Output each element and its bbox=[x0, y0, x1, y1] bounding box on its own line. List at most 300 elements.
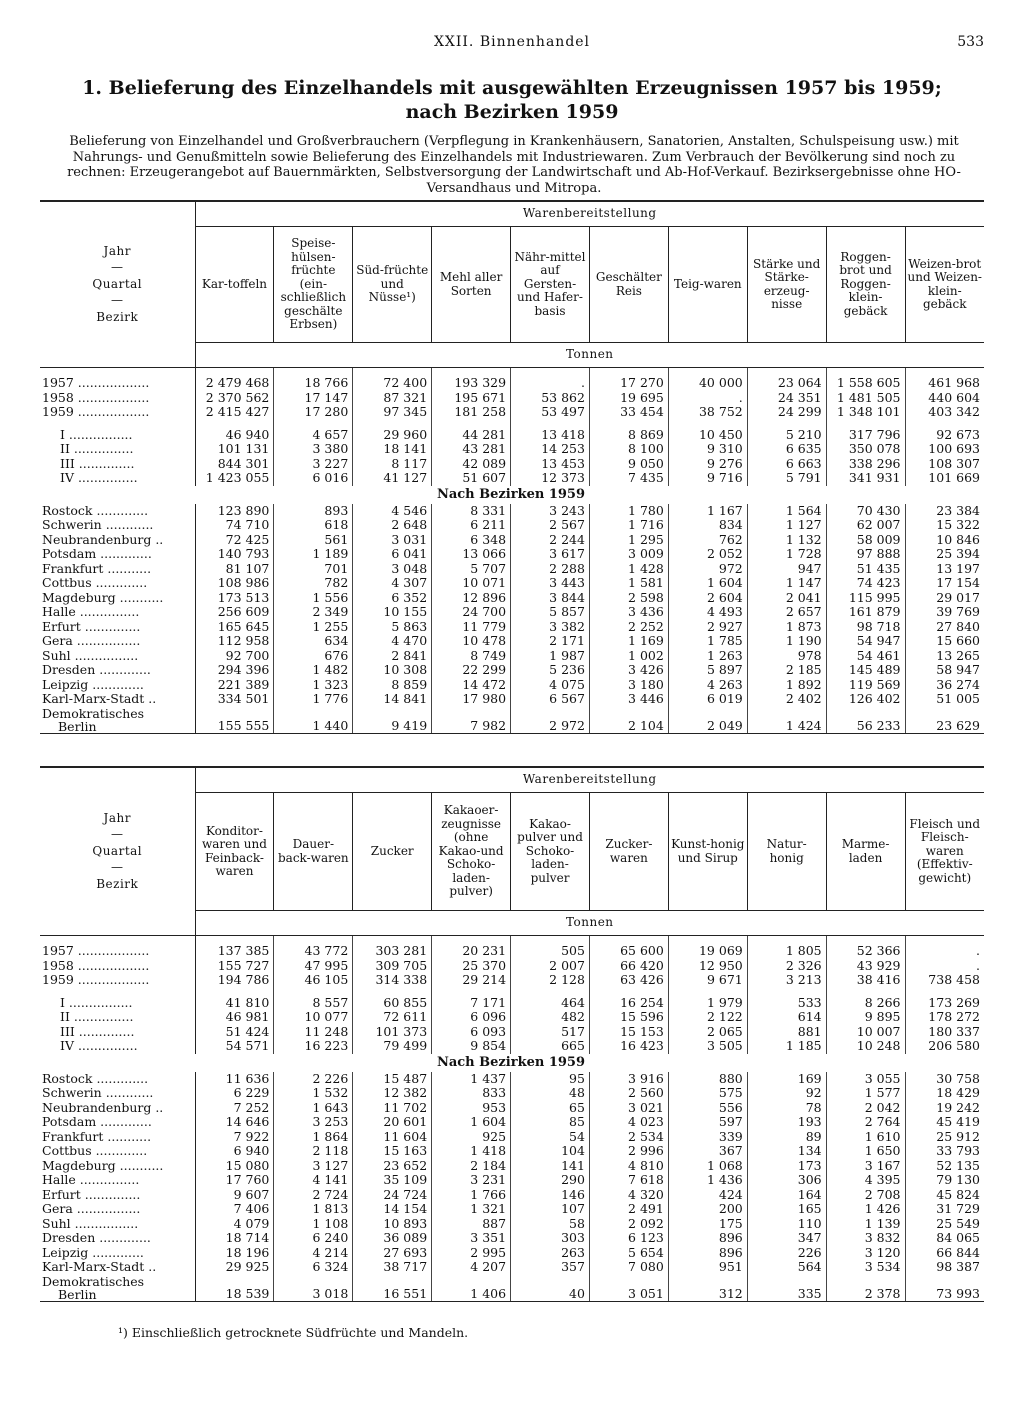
cell-value: 1 423 055 bbox=[195, 471, 274, 486]
cell-value: 339 bbox=[668, 1130, 747, 1145]
cell-value: 341 931 bbox=[826, 471, 905, 486]
cell-value: 6 663 bbox=[747, 457, 826, 472]
cell-value: 48 bbox=[511, 1086, 590, 1101]
column-header: Fleisch und Fleisch-waren (Effektiv-gewicht) bbox=[905, 793, 984, 911]
cell-value: 98 718 bbox=[826, 620, 905, 635]
cell-value: 2 402 bbox=[747, 692, 826, 707]
row-label: Frankfurt ........... bbox=[40, 562, 195, 577]
cell-value: 8 749 bbox=[432, 649, 511, 664]
cell-value: 1 436 bbox=[668, 1173, 747, 1188]
cell-value: 2 995 bbox=[432, 1246, 511, 1261]
cell-value: 2 052 bbox=[668, 547, 747, 562]
cell-value: 1 564 bbox=[747, 504, 826, 519]
cell-value: 200 bbox=[668, 1202, 747, 1217]
cell-value: 42 089 bbox=[432, 457, 511, 472]
cell-value: 51 424 bbox=[195, 1025, 274, 1040]
table-row bbox=[40, 1025, 984, 1040]
cell-value: 2 171 bbox=[511, 634, 590, 649]
cell-value: 78 bbox=[747, 1101, 826, 1116]
column-header: Nähr-mittel auf Gersten-und Hafer-basis bbox=[511, 227, 590, 343]
cell-value: 10 450 bbox=[668, 428, 747, 443]
cell-value: 597 bbox=[668, 1115, 747, 1130]
row-label: I ................ bbox=[40, 996, 195, 1011]
cell-value: 14 472 bbox=[432, 678, 511, 693]
cell-value: 2 534 bbox=[589, 1130, 668, 1145]
cell-value: 155 727 bbox=[195, 959, 274, 974]
cell-value: 165 bbox=[747, 1202, 826, 1217]
cell-value: 1 581 bbox=[589, 576, 668, 591]
cell-value: 10 846 bbox=[905, 533, 984, 548]
column-header: Kunst-honig und Sirup bbox=[668, 793, 747, 911]
cell-value: 1 892 bbox=[747, 678, 826, 693]
row-label: Dresden ............. bbox=[40, 663, 195, 678]
cell-value: 54 947 bbox=[826, 634, 905, 649]
cell-value: 1 167 bbox=[668, 504, 747, 519]
cell-value: 1 716 bbox=[589, 518, 668, 533]
cell-value: 3 009 bbox=[589, 547, 668, 562]
footnote: ¹) Einschließlich getrocknete Südfrüchte und Mandeln. bbox=[118, 1325, 469, 1340]
column-header: Teig-waren bbox=[668, 227, 747, 343]
column-header: Mehl aller Sorten bbox=[432, 227, 511, 343]
cell-value: 6 093 bbox=[432, 1025, 511, 1040]
cell-value: 11 604 bbox=[353, 1130, 432, 1145]
cell-value: 4 307 bbox=[353, 576, 432, 591]
cell-value: 107 bbox=[511, 1202, 590, 1217]
cell-value: 701 bbox=[274, 562, 353, 577]
cell-value: 54 bbox=[511, 1130, 590, 1145]
cell-value: 2 598 bbox=[589, 591, 668, 606]
cell-value: 145 489 bbox=[826, 663, 905, 678]
table-row bbox=[40, 1246, 984, 1261]
cell-value: 2 185 bbox=[747, 663, 826, 678]
cell-value: 41 810 bbox=[195, 996, 274, 1011]
cell-value: 2 184 bbox=[432, 1159, 511, 1174]
cell-value: 31 729 bbox=[905, 1202, 984, 1217]
cell-value: 23 384 bbox=[905, 504, 984, 519]
cell-value: 17 147 bbox=[274, 391, 353, 406]
cell-value: 6 352 bbox=[353, 591, 432, 606]
cell-value: 43 281 bbox=[432, 442, 511, 457]
cell-value: 193 bbox=[747, 1115, 826, 1130]
cell-value: 618 bbox=[274, 518, 353, 533]
cell-value: 1 864 bbox=[274, 1130, 353, 1145]
chapter-title: XXII. Binnenhandel bbox=[433, 34, 591, 50]
cell-value: 40 bbox=[511, 1275, 590, 1302]
cell-value: 3 055 bbox=[826, 1072, 905, 1087]
cell-value: 72 400 bbox=[353, 376, 432, 391]
table-row bbox=[40, 428, 984, 443]
row-label: Halle ............... bbox=[40, 605, 195, 620]
cell-value: 126 402 bbox=[826, 692, 905, 707]
cell-value: 3 380 bbox=[274, 442, 353, 457]
row-label: Neubrandenburg .. bbox=[40, 533, 195, 548]
row-label: Schwerin ............ bbox=[40, 518, 195, 533]
row-label: Erfurt .............. bbox=[40, 620, 195, 635]
cell-value: 54 571 bbox=[195, 1039, 274, 1054]
table-row bbox=[40, 533, 984, 548]
cell-value: 41 127 bbox=[353, 471, 432, 486]
column-header: Zucker bbox=[353, 793, 432, 911]
table-row bbox=[40, 973, 984, 988]
cell-value: 181 258 bbox=[432, 405, 511, 420]
cell-value: 1 650 bbox=[826, 1144, 905, 1159]
cell-value: 2 118 bbox=[274, 1144, 353, 1159]
cell-value: 146 bbox=[511, 1188, 590, 1203]
cell-value: 46 981 bbox=[195, 1010, 274, 1025]
cell-value: 6 567 bbox=[511, 692, 590, 707]
cell-value: 2 349 bbox=[274, 605, 353, 620]
cell-value: 844 301 bbox=[195, 457, 274, 472]
cell-value: 3 443 bbox=[511, 576, 590, 591]
cell-value: 3 018 bbox=[274, 1275, 353, 1302]
cell-value: 3 127 bbox=[274, 1159, 353, 1174]
cell-value: 2 972 bbox=[511, 707, 590, 734]
cell-value: 3 167 bbox=[826, 1159, 905, 1174]
cell-value: 8 869 bbox=[589, 428, 668, 443]
cell-value: 33 454 bbox=[589, 405, 668, 420]
cell-value: 2 065 bbox=[668, 1025, 747, 1040]
cell-value: 312 bbox=[668, 1275, 747, 1302]
cell-value: 58 947 bbox=[905, 663, 984, 678]
table-row bbox=[40, 1159, 984, 1174]
cell-value: 38 752 bbox=[668, 405, 747, 420]
cell-value: 12 373 bbox=[511, 471, 590, 486]
cell-value: 12 950 bbox=[668, 959, 747, 974]
row-label: 1957 .................. bbox=[40, 944, 195, 959]
cell-value: 173 513 bbox=[195, 591, 274, 606]
cell-value: 24 351 bbox=[747, 391, 826, 406]
cell-value: 20 601 bbox=[353, 1115, 432, 1130]
cell-value: 1 604 bbox=[432, 1115, 511, 1130]
row-label: Leipzig ............. bbox=[40, 678, 195, 693]
cell-value: 51 435 bbox=[826, 562, 905, 577]
cell-value: 925 bbox=[432, 1130, 511, 1145]
cell-value: 1 169 bbox=[589, 634, 668, 649]
cell-value: 8 100 bbox=[589, 442, 668, 457]
column-header: Konditor-waren und Feinback-waren bbox=[195, 793, 274, 911]
cell-value: 1 147 bbox=[747, 576, 826, 591]
cell-value: 11 702 bbox=[353, 1101, 432, 1116]
cell-value: 1 185 bbox=[747, 1039, 826, 1054]
cell-value: 1 437 bbox=[432, 1072, 511, 1087]
cell-value: 10 007 bbox=[826, 1025, 905, 1040]
cell-value: 43 772 bbox=[274, 944, 353, 959]
table-row bbox=[40, 678, 984, 693]
cell-value: 25 370 bbox=[432, 959, 511, 974]
cell-value: 350 078 bbox=[826, 442, 905, 457]
cell-value: 81 107 bbox=[195, 562, 274, 577]
column-header: Kar-toffeln bbox=[195, 227, 274, 343]
row-label: Halle ............... bbox=[40, 1173, 195, 1188]
cell-value: 1 068 bbox=[668, 1159, 747, 1174]
cell-value: 18 141 bbox=[353, 442, 432, 457]
cell-value: 357 bbox=[511, 1260, 590, 1275]
row-label: 1959 .................. bbox=[40, 405, 195, 420]
stub-header bbox=[40, 201, 195, 368]
cell-value: 15 080 bbox=[195, 1159, 274, 1174]
cell-value: 15 487 bbox=[353, 1072, 432, 1087]
table-food-products-1 bbox=[40, 200, 984, 734]
table-row bbox=[40, 605, 984, 620]
cell-value: 137 385 bbox=[195, 944, 274, 959]
cell-value: 2 567 bbox=[511, 518, 590, 533]
cell-value: 4 546 bbox=[353, 504, 432, 519]
table-row bbox=[40, 663, 984, 678]
cell-value: 98 387 bbox=[905, 1260, 984, 1275]
cell-value: 2 724 bbox=[274, 1188, 353, 1203]
cell-value: 1 532 bbox=[274, 1086, 353, 1101]
cell-value: 4 207 bbox=[432, 1260, 511, 1275]
table-row bbox=[40, 391, 984, 406]
cell-value: 953 bbox=[432, 1101, 511, 1116]
cell-value: 18 714 bbox=[195, 1231, 274, 1246]
table-row bbox=[40, 562, 984, 577]
cell-value: 7 982 bbox=[432, 707, 511, 734]
cell-value: 2 604 bbox=[668, 591, 747, 606]
cell-value: 972 bbox=[668, 562, 747, 577]
cell-value: 2 378 bbox=[826, 1275, 905, 1302]
cell-value: 3 832 bbox=[826, 1231, 905, 1246]
cell-value: 62 007 bbox=[826, 518, 905, 533]
cell-value: 66 844 bbox=[905, 1246, 984, 1261]
cell-value: 309 705 bbox=[353, 959, 432, 974]
cell-value: 6 348 bbox=[432, 533, 511, 548]
cell-value: 306 bbox=[747, 1173, 826, 1188]
cell-value: 16 551 bbox=[353, 1275, 432, 1302]
cell-value: 12 896 bbox=[432, 591, 511, 606]
cell-value: 51 607 bbox=[432, 471, 511, 486]
cell-value: 2 244 bbox=[511, 533, 590, 548]
cell-value: 15 153 bbox=[589, 1025, 668, 1040]
cell-value: 89 bbox=[747, 1130, 826, 1145]
cell-value: 8 331 bbox=[432, 504, 511, 519]
cell-value: 2 252 bbox=[589, 620, 668, 635]
cell-value: 141 bbox=[511, 1159, 590, 1174]
cell-value: . bbox=[511, 376, 590, 391]
row-label: Magdeburg ........... bbox=[40, 591, 195, 606]
cell-value: 108 986 bbox=[195, 576, 274, 591]
cell-value: 2 326 bbox=[747, 959, 826, 974]
row-label: 1958 .................. bbox=[40, 959, 195, 974]
table-row bbox=[40, 576, 984, 591]
cell-value: 5 707 bbox=[432, 562, 511, 577]
cell-value: 10 248 bbox=[826, 1039, 905, 1054]
cell-value: 896 bbox=[668, 1246, 747, 1261]
row-label: Potsdam ............. bbox=[40, 1115, 195, 1130]
cell-value: 7 406 bbox=[195, 1202, 274, 1217]
cell-value: 161 879 bbox=[826, 605, 905, 620]
cell-value: 1 348 101 bbox=[826, 405, 905, 420]
column-header: Weizen-brot und Weizen-klein-gebäck bbox=[905, 227, 984, 343]
table-row bbox=[40, 1010, 984, 1025]
cell-value: 1 610 bbox=[826, 1130, 905, 1145]
page-number: 533 bbox=[957, 34, 984, 50]
cell-value: 4 141 bbox=[274, 1173, 353, 1188]
cell-value: 8 557 bbox=[274, 996, 353, 1011]
cell-value: 978 bbox=[747, 649, 826, 664]
cell-value: 17 270 bbox=[589, 376, 668, 391]
cell-value: 15 596 bbox=[589, 1010, 668, 1025]
cell-value: 335 bbox=[747, 1275, 826, 1302]
cell-value: 206 580 bbox=[905, 1039, 984, 1054]
table-row bbox=[40, 1260, 984, 1275]
cell-value: 23 629 bbox=[905, 707, 984, 734]
cell-value: 6 016 bbox=[274, 471, 353, 486]
row-label: Cottbus ............. bbox=[40, 1144, 195, 1159]
section-label: Nach Bezirken 1959 bbox=[436, 486, 586, 502]
cell-value: 52 135 bbox=[905, 1159, 984, 1174]
cell-value: 14 646 bbox=[195, 1115, 274, 1130]
row-label: II ............... bbox=[40, 442, 195, 457]
cell-value: 3 213 bbox=[747, 973, 826, 988]
cell-value: 482 bbox=[511, 1010, 590, 1025]
cell-value: 72 425 bbox=[195, 533, 274, 548]
row-label: Magdeburg ........... bbox=[40, 1159, 195, 1174]
row-label: Schwerin ............ bbox=[40, 1086, 195, 1101]
cell-value: 36 274 bbox=[905, 678, 984, 693]
cell-value: 13 066 bbox=[432, 547, 511, 562]
cell-value: 13 453 bbox=[511, 457, 590, 472]
cell-value: 1 482 bbox=[274, 663, 353, 678]
cell-value: 73 993 bbox=[905, 1275, 984, 1302]
column-header: Kakao-pulver und Schoko-laden-pulver bbox=[511, 793, 590, 911]
table-row bbox=[40, 996, 984, 1011]
cell-value: 1 263 bbox=[668, 649, 747, 664]
cell-value: 16 223 bbox=[274, 1039, 353, 1054]
cell-value: 1 406 bbox=[432, 1275, 511, 1302]
cell-value: 575 bbox=[668, 1086, 747, 1101]
cell-value: 70 430 bbox=[826, 504, 905, 519]
table-row bbox=[40, 547, 984, 562]
cell-value: 1 979 bbox=[668, 996, 747, 1011]
cell-value: 178 272 bbox=[905, 1010, 984, 1025]
cell-value: 8 266 bbox=[826, 996, 905, 1011]
unit-label: Tonnen bbox=[195, 911, 984, 936]
cell-value: 634 bbox=[274, 634, 353, 649]
cell-value: 3 436 bbox=[589, 605, 668, 620]
cell-value: 51 005 bbox=[905, 692, 984, 707]
cell-value: 9 310 bbox=[668, 442, 747, 457]
cell-value: 1 418 bbox=[432, 1144, 511, 1159]
cell-value: 2 042 bbox=[826, 1101, 905, 1116]
row-label: II ............... bbox=[40, 1010, 195, 1025]
cell-value: 1 766 bbox=[432, 1188, 511, 1203]
cell-value: 8 117 bbox=[353, 457, 432, 472]
table-row bbox=[40, 1144, 984, 1159]
cell-value: 38 416 bbox=[826, 973, 905, 988]
cell-value: 29 960 bbox=[353, 428, 432, 443]
cell-value: 7 171 bbox=[432, 996, 511, 1011]
cell-value: 72 611 bbox=[353, 1010, 432, 1025]
stub-header-l2: Quartal bbox=[92, 276, 143, 291]
table-row bbox=[40, 1173, 984, 1188]
cell-value: 424 bbox=[668, 1188, 747, 1203]
cell-value: 2 104 bbox=[589, 707, 668, 734]
row-label: Neubrandenburg .. bbox=[40, 1101, 195, 1116]
cell-value: 3 231 bbox=[432, 1173, 511, 1188]
cell-value: 3 534 bbox=[826, 1260, 905, 1275]
cell-value: 23 064 bbox=[747, 376, 826, 391]
cell-value: 3 031 bbox=[353, 533, 432, 548]
row-label: Demokratisches Berlin bbox=[40, 1275, 195, 1302]
cell-value: 3 243 bbox=[511, 504, 590, 519]
cell-value: 2 841 bbox=[353, 649, 432, 664]
cell-value: 5 210 bbox=[747, 428, 826, 443]
table-row bbox=[40, 1115, 984, 1130]
title-line-2: nach Bezirken 1959 bbox=[405, 101, 619, 123]
row-label: Karl-Marx-Stadt .. bbox=[40, 1260, 195, 1275]
table-row bbox=[40, 405, 984, 420]
cell-value: 27 693 bbox=[353, 1246, 432, 1261]
cell-value: 2 927 bbox=[668, 620, 747, 635]
row-label: 1959 .................. bbox=[40, 973, 195, 988]
cell-value: 4 657 bbox=[274, 428, 353, 443]
cell-value: 60 855 bbox=[353, 996, 432, 1011]
cell-value: 1 643 bbox=[274, 1101, 353, 1116]
cell-value: 3 382 bbox=[511, 620, 590, 635]
cell-value: 347 bbox=[747, 1231, 826, 1246]
cell-value: 39 769 bbox=[905, 605, 984, 620]
unit-label: Tonnen bbox=[195, 343, 984, 368]
cell-value: 1 002 bbox=[589, 649, 668, 664]
cell-value: 84 065 bbox=[905, 1231, 984, 1246]
cell-value: 11 636 bbox=[195, 1072, 274, 1087]
cell-value: 13 197 bbox=[905, 562, 984, 577]
table-row bbox=[40, 504, 984, 519]
stub-header bbox=[40, 767, 195, 936]
cell-value: 164 bbox=[747, 1188, 826, 1203]
cell-value: 8 859 bbox=[353, 678, 432, 693]
cell-value: 614 bbox=[747, 1010, 826, 1025]
cell-value: 1 604 bbox=[668, 576, 747, 591]
cell-value: 4 493 bbox=[668, 605, 747, 620]
column-header: Kakaoer-zeugnisse (ohne Kakao-und Schoko-laden-pulver) bbox=[432, 793, 511, 911]
cell-value: 16 254 bbox=[589, 996, 668, 1011]
cell-value: 9 716 bbox=[668, 471, 747, 486]
row-label: Potsdam ............. bbox=[40, 547, 195, 562]
cell-value: 23 652 bbox=[353, 1159, 432, 1174]
cell-value: 4 214 bbox=[274, 1246, 353, 1261]
cell-value: 3 426 bbox=[589, 663, 668, 678]
row-label: Frankfurt ........... bbox=[40, 1130, 195, 1145]
cell-value: 5 236 bbox=[511, 663, 590, 678]
row-label: 1958 .................. bbox=[40, 391, 195, 406]
cell-value: 2 708 bbox=[826, 1188, 905, 1203]
cell-value: 887 bbox=[432, 1217, 511, 1232]
cell-value: 13 418 bbox=[511, 428, 590, 443]
cell-value: 74 423 bbox=[826, 576, 905, 591]
row-label: Suhl ................ bbox=[40, 1217, 195, 1232]
cell-value: 9 671 bbox=[668, 973, 747, 988]
cell-value: 4 470 bbox=[353, 634, 432, 649]
row-label: Dresden ............. bbox=[40, 1231, 195, 1246]
row-label: Rostock ............. bbox=[40, 1072, 195, 1087]
row-label: III .............. bbox=[40, 1025, 195, 1040]
row-label: Karl-Marx-Stadt .. bbox=[40, 692, 195, 707]
cell-value: 2 226 bbox=[274, 1072, 353, 1087]
cell-value: 19 695 bbox=[589, 391, 668, 406]
cell-value: 108 307 bbox=[905, 457, 984, 472]
cell-value: 15 163 bbox=[353, 1144, 432, 1159]
cell-value: 303 281 bbox=[353, 944, 432, 959]
column-header: Geschälter Reis bbox=[589, 227, 668, 343]
cell-value: 5 857 bbox=[511, 605, 590, 620]
cell-value: 25 394 bbox=[905, 547, 984, 562]
cell-value: 53 862 bbox=[511, 391, 590, 406]
cell-value: 517 bbox=[511, 1025, 590, 1040]
cell-value: 11 779 bbox=[432, 620, 511, 635]
cell-value: 18 196 bbox=[195, 1246, 274, 1261]
